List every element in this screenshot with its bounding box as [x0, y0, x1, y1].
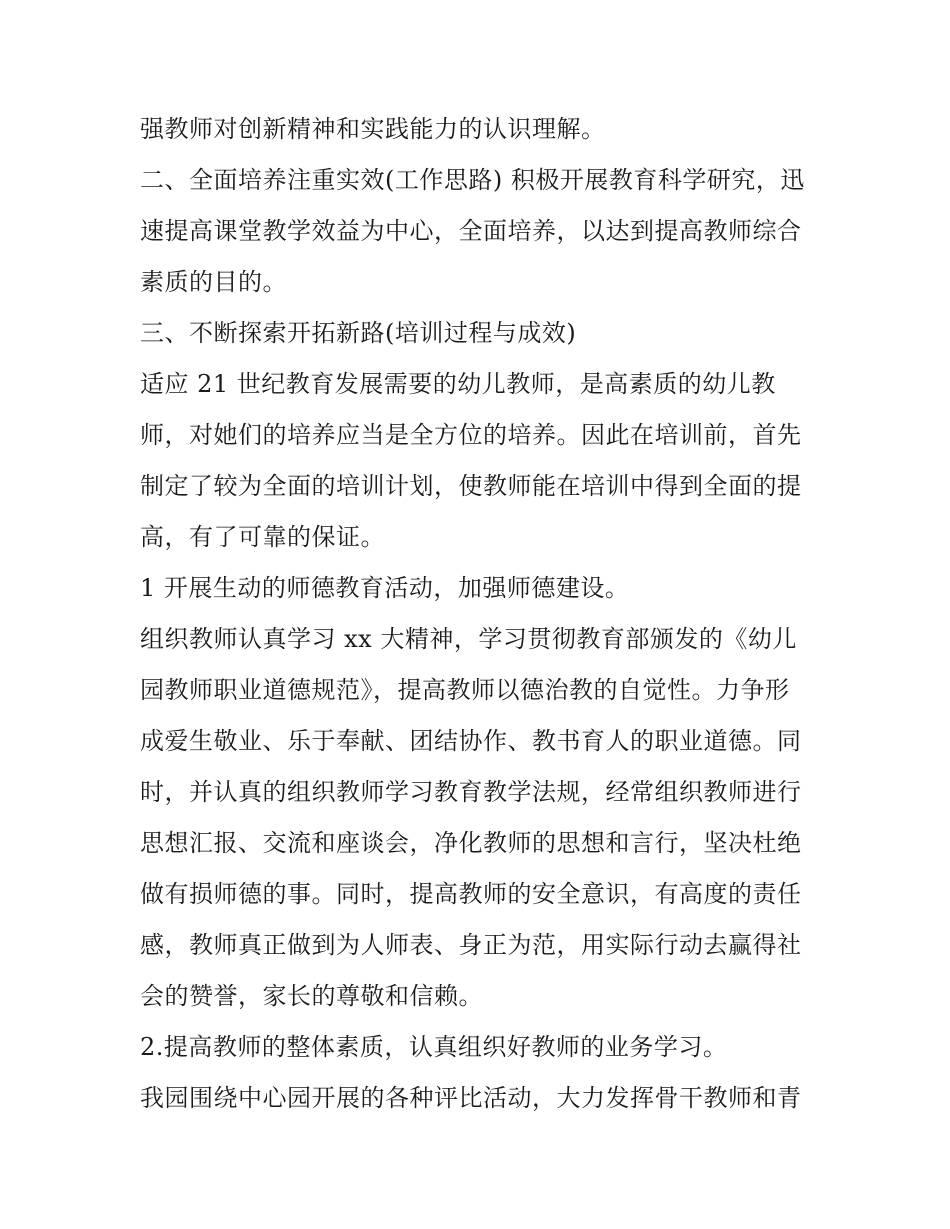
text-line-3: 速提高课堂教学效益为中心，全面培养，以达到提高教师综合: [140, 217, 802, 245]
text-line-17: 感，教师真正做到为人师表、身正为范，用实际行动去赢得社: [140, 931, 802, 959]
text-line-5: 三、不断探索开拓新路(培训过程与成效): [140, 319, 577, 347]
text-line-9: 高，有了可靠的保证。: [140, 523, 385, 551]
text-line-14: 时，并认真的组织教师学习教育教学法规，经常组织教师进行: [140, 778, 802, 806]
text-line-20: 我园围绕中心园开展的各种评比活动，大力发挥骨干教师和青: [140, 1084, 802, 1112]
text-line-4: 素质的目的。: [140, 268, 287, 296]
text-line-18: 会的赞誉，家长的尊敬和信赖。: [140, 982, 483, 1010]
text-line-2: 二、全面培养注重实效(工作思路) 积极开展教育科学研究，迅: [140, 166, 805, 194]
text-line-13: 成爱生敬业、乐于奉献、团结协作、教书育人的职业道德。同: [140, 727, 802, 755]
text-line-10: 1 开展生动的师德教育活动，加强师德建设。: [140, 574, 630, 602]
text-line-12: 园教师职业道德规范》，提高教师以德治教的自觉性。力争形: [140, 676, 790, 704]
text-line-8: 制定了较为全面的培训计划，使教师能在培训中得到全面的提: [140, 472, 802, 500]
text-line-6: 适应 21 世纪教育发展需要的幼儿教师，是高素质的幼儿教: [140, 370, 776, 398]
text-line-11: 组织教师认真学习 xx 大精神，学习贯彻教育部颁发的《幼儿: [140, 625, 797, 653]
text-line-15: 思想汇报、交流和座谈会，净化教师的思想和言行，坚决杜绝: [140, 829, 802, 857]
text-line-1: 强教师对创新精神和实践能力的认识理解。: [140, 115, 606, 143]
text-line-16: 做有损师德的事。同时，提高教师的安全意识，有高度的责任: [140, 880, 802, 908]
text-line-19: 2.提高教师的整体素质，认真组织好教师的业务学习。: [140, 1033, 728, 1061]
text-line-7: 师，对她们的培养应当是全方位的培养。因此在培训前，首先: [140, 421, 802, 449]
